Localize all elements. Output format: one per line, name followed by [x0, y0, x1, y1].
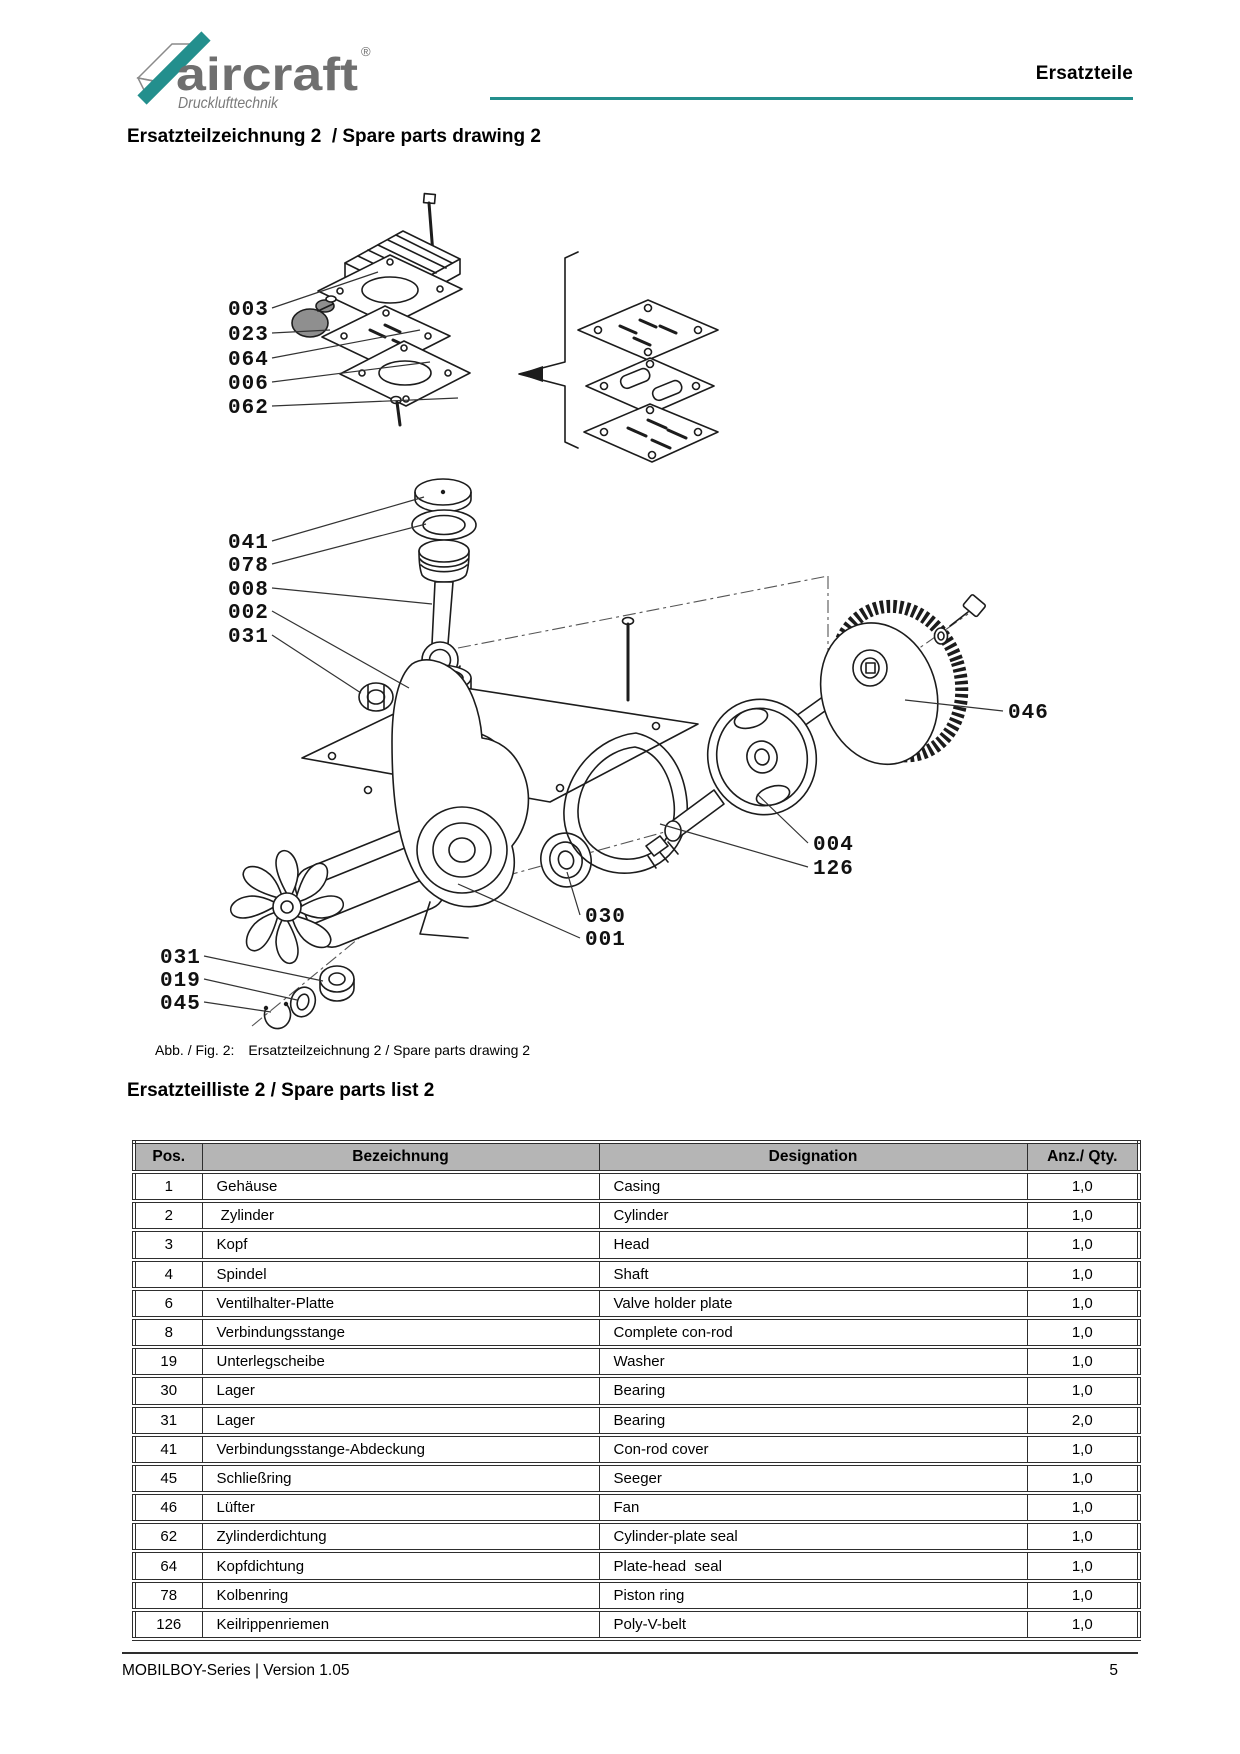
cell-qty: 1,0 — [1027, 1289, 1139, 1318]
cell-qty: 1,0 — [1027, 1464, 1139, 1493]
cell-designation: Complete con-rod — [599, 1318, 1027, 1347]
cell-bezeichnung: Kopfdichtung — [202, 1551, 599, 1580]
part-label-062: 062 — [228, 397, 269, 420]
parts-table — [132, 1140, 1141, 1641]
exploded-drawing — [120, 168, 1120, 1048]
cell-designation: Plate-head seal — [599, 1551, 1027, 1580]
table-row — [134, 1347, 1139, 1376]
piston-conrod-group — [412, 479, 476, 684]
cell-bezeichnung: Lüfter — [202, 1493, 599, 1522]
part-label-031: 031 — [228, 626, 269, 649]
part-label-023: 023 — [228, 324, 269, 347]
part-label-041: 041 — [228, 532, 269, 555]
cell-qty: 1,0 — [1027, 1230, 1139, 1259]
section-label: Ersatzteile — [1035, 63, 1133, 84]
part-label-045: 045 — [160, 993, 201, 1016]
figure-caption-prefix: Abb. / Fig. 2: — [155, 1042, 235, 1058]
part-label-078: 078 — [228, 555, 269, 578]
cell-pos: 8 — [134, 1318, 202, 1347]
cell-designation: Valve holder plate — [599, 1289, 1027, 1318]
cell-designation: Shaft — [599, 1260, 1027, 1289]
cell-designation: Seeger — [599, 1464, 1027, 1493]
table-row — [134, 1551, 1139, 1580]
cell-pos: 64 — [134, 1551, 202, 1580]
drawing-title: Ersatzteilzeichnung 2 / Spare parts drawing 2 — [127, 126, 541, 147]
table-row — [134, 1318, 1139, 1347]
cell-qty: 1,0 — [1027, 1551, 1139, 1580]
parts-table-body — [134, 1172, 1139, 1639]
header-designation: Designation — [599, 1142, 1027, 1172]
leader-line — [272, 635, 361, 693]
leader-line — [272, 611, 409, 688]
cell-bezeichnung: Kolbenring — [202, 1581, 599, 1610]
part-label-004: 004 — [813, 834, 854, 857]
cell-bezeichnung: Lager — [202, 1406, 599, 1435]
leader-line — [272, 588, 432, 604]
table-row — [134, 1435, 1139, 1464]
cell-pos: 41 — [134, 1435, 202, 1464]
brand-name: aircraft — [176, 48, 358, 100]
header-rule — [490, 97, 1133, 100]
cell-pos: 1 — [134, 1172, 202, 1201]
figure-caption — [155, 1042, 530, 1058]
cell-bezeichnung: Gehäuse — [202, 1172, 599, 1201]
table-row — [134, 1289, 1139, 1318]
leader-line — [272, 497, 424, 541]
cell-bezeichnung: Schließring — [202, 1464, 599, 1493]
part-label-008: 008 — [228, 579, 269, 602]
table-row — [134, 1581, 1139, 1610]
cell-qty: 1,0 — [1027, 1435, 1139, 1464]
footer-series-version: MOBILBOY-Series | Version 1.05 — [122, 1662, 350, 1679]
cell-pos: 31 — [134, 1406, 202, 1435]
washer-set-group — [264, 966, 354, 1029]
table-row — [134, 1172, 1139, 1201]
leader-line — [204, 956, 323, 981]
cell-qty: 1,0 — [1027, 1318, 1139, 1347]
cell-designation: Poly-V-belt — [599, 1610, 1027, 1639]
cell-pos: 19 — [134, 1347, 202, 1376]
cell-bezeichnung: Unterlegscheibe — [202, 1347, 599, 1376]
valve-plates-group — [519, 252, 718, 462]
cell-designation: Bearing — [599, 1376, 1027, 1405]
part-label-126: 126 — [813, 858, 854, 881]
cell-designation: Con-rod cover — [599, 1435, 1027, 1464]
part-label-030: 030 — [585, 906, 626, 929]
cell-bezeichnung: Zylinder — [202, 1201, 599, 1230]
cell-bezeichnung: Verbindungsstange-Abdeckung — [202, 1435, 599, 1464]
cell-qty: 1,0 — [1027, 1522, 1139, 1551]
cell-pos: 6 — [134, 1289, 202, 1318]
cell-designation: Bearing — [599, 1406, 1027, 1435]
table-row — [134, 1610, 1139, 1639]
cell-qty: 1,0 — [1027, 1172, 1139, 1201]
cell-bezeichnung: Kopf — [202, 1230, 599, 1259]
cell-pos: 126 — [134, 1610, 202, 1639]
registered-mark-icon: ® — [361, 44, 371, 59]
cell-pos: 2 — [134, 1201, 202, 1230]
cell-pos: 78 — [134, 1581, 202, 1610]
table-row — [134, 1201, 1139, 1230]
cell-designation: Fan — [599, 1493, 1027, 1522]
cell-qty: 1,0 — [1027, 1260, 1139, 1289]
table-row — [134, 1260, 1139, 1289]
rotor-fan-blades — [231, 851, 344, 964]
cell-bezeichnung: Zylinderdichtung — [202, 1522, 599, 1551]
parts-table-header — [134, 1142, 1139, 1172]
cell-designation: Head — [599, 1230, 1027, 1259]
cell-pos: 62 — [134, 1522, 202, 1551]
table-row — [134, 1376, 1139, 1405]
footer-rule — [122, 1652, 1138, 1654]
header-bezeichnung: Bezeichnung — [202, 1142, 599, 1172]
leader-line — [458, 884, 580, 938]
cell-bezeichnung: Verbindungsstange — [202, 1318, 599, 1347]
part-label-006: 006 — [228, 373, 269, 396]
fan-046 — [800, 590, 982, 780]
table-row — [134, 1522, 1139, 1551]
leader-line — [660, 824, 808, 867]
brand-logo — [110, 26, 390, 116]
cell-bezeichnung: Lager — [202, 1376, 599, 1405]
cell-qty: 1,0 — [1027, 1347, 1139, 1376]
part-label-019: 019 — [160, 970, 201, 993]
leader-line — [272, 524, 426, 564]
parts-list-title: Ersatzteilliste 2 / Spare parts list 2 — [127, 1080, 435, 1101]
part-label-031: 031 — [160, 947, 201, 970]
cell-designation: Washer — [599, 1347, 1027, 1376]
leader-line — [272, 398, 458, 406]
crank-wheel-004 — [646, 686, 833, 856]
cell-pos: 45 — [134, 1464, 202, 1493]
part-label-064: 064 — [228, 349, 269, 372]
header-pos: Pos. — [134, 1142, 202, 1172]
cell-qty: 1,0 — [1027, 1201, 1139, 1230]
cell-designation: Cylinder-plate seal — [599, 1522, 1027, 1551]
cell-qty: 1,0 — [1027, 1376, 1139, 1405]
part-label-002: 002 — [228, 602, 269, 625]
bearing-upper — [359, 683, 393, 711]
part-label-001: 001 — [585, 929, 626, 952]
table-row — [134, 1493, 1139, 1522]
cell-designation: Cylinder — [599, 1201, 1027, 1230]
page-number: 5 — [1109, 1662, 1118, 1679]
cell-bezeichnung: Keilrippenriemen — [202, 1610, 599, 1639]
cell-pos: 3 — [134, 1230, 202, 1259]
cell-qty: 1,0 — [1027, 1581, 1139, 1610]
leader-line — [204, 979, 297, 1000]
cell-designation: Piston ring — [599, 1581, 1027, 1610]
bearing-030 — [535, 827, 597, 892]
cell-bezeichnung: Ventilhalter-Platte — [202, 1289, 599, 1318]
figure-caption-text: Ersatzteilzeichnung 2 / Spare parts drawing 2 — [248, 1042, 531, 1058]
table-row — [134, 1230, 1139, 1259]
header-qty: Anz./ Qty. — [1027, 1142, 1139, 1172]
cell-bezeichnung: Spindel — [202, 1260, 599, 1289]
cell-pos: 4 — [134, 1260, 202, 1289]
footer — [122, 1662, 1138, 1680]
part-label-046: 046 — [1008, 702, 1049, 725]
table-row — [134, 1464, 1139, 1493]
cell-qty: 1,0 — [1027, 1493, 1139, 1522]
cell-qty: 2,0 — [1027, 1406, 1139, 1435]
table-row — [134, 1406, 1139, 1435]
cell-designation: Casing — [599, 1172, 1027, 1201]
part-label-003: 003 — [228, 299, 269, 322]
cell-qty: 1,0 — [1027, 1610, 1139, 1639]
brand-subtitle: Drucklufttechnik — [178, 95, 279, 112]
leader-line — [204, 1002, 271, 1012]
cell-pos: 46 — [134, 1493, 202, 1522]
cell-pos: 30 — [134, 1376, 202, 1405]
